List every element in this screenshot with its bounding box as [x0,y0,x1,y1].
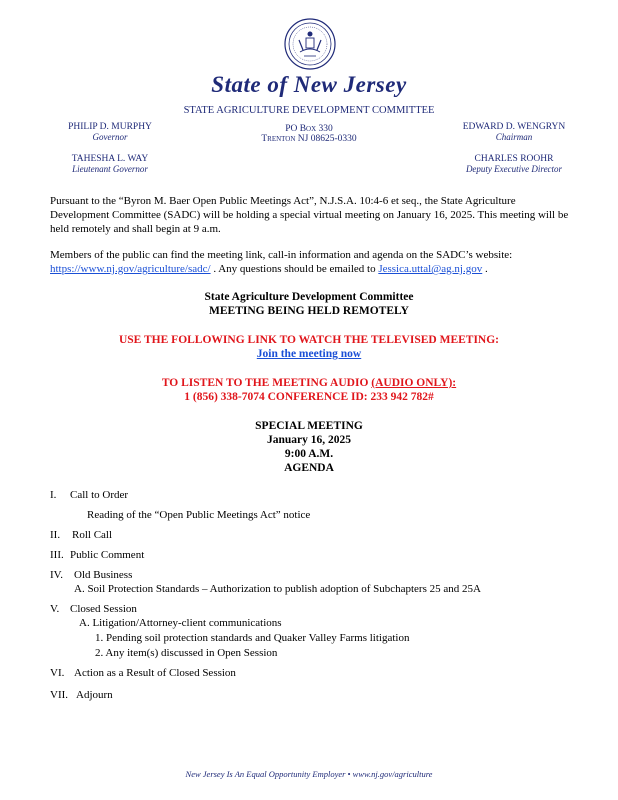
public-info-end: . [485,263,488,275]
agenda-item-i-sub: Reading of the “Open Public Meetings Act” notice [87,509,311,521]
join-link-wrap [0,347,618,361]
governor-role: Governor [92,132,128,142]
agenda-item-iv [50,568,132,582]
agenda-item-v [50,602,137,616]
agenda-num: V. [50,603,60,615]
governor-block [50,122,170,142]
agenda-item-v-sub-a: A. Litigation/Attorney-client communications [79,617,282,629]
committee-name: STATE AGRICULTURE DEVELOPMENT COMMITTEE [183,105,435,116]
chairman-role: Chairman [495,132,533,142]
agenda-label: Adjourn [76,689,113,701]
lt-governor-block [50,154,170,174]
deputy-block [446,154,582,174]
agenda-item-vi [50,666,236,680]
deputy-name: CHARLES ROOHR [474,154,554,164]
email-link[interactable]: Jessica.uttal@ag.nj.gov [378,263,483,275]
agenda-num: II. [50,529,61,541]
address-line1: PO Box 330 [285,124,333,134]
agenda-label: Old Business [74,569,133,581]
phone-line: 1 (856) 338-7074 CONFERENCE ID: 233 942 782# [184,391,434,403]
agenda-item-iii [50,548,144,562]
agenda-title: AGENDA [284,462,334,474]
state-title: State of New Jersey [211,72,407,97]
website-link[interactable]: https://www.nj.gov/agriculture/sadc/ [50,263,211,275]
lt-governor-role: Lieutenant Governor [72,164,148,174]
lt-governor-name: TAHESHA L. WAY [71,154,149,164]
agenda-num: VII. [50,689,69,701]
footer: New Jersey Is An Equal Opportunity Employer • www.nj.gov/agriculture [185,769,433,779]
meeting-committee-line: State Agriculture Development Committee [204,291,414,303]
agenda-item-vii [50,688,113,702]
agenda-num: IV. [50,569,63,581]
agenda-label: Closed Session [70,603,137,615]
agenda-num: VI. [50,667,65,679]
chairman-block [446,122,582,142]
public-info-mid: . Any questions should be emailed to [213,263,376,275]
state-seal [284,18,336,70]
deputy-role: Deputy Executive Director [465,164,563,174]
meeting-date: January 16, 2025 [266,434,352,446]
listen-heading-audio-only: (AUDIO ONLY): [371,377,457,389]
notice-paragraph: Pursuant to the “Byron M. Baer Open Public Meetings Act”, N.J.S.A. 10:4-6 et seq., the State Agriculture Development Committee (SADC) will be holding a special virtual meeting on January 16, 2025. This meeting will be held remotely and shall begin at 9 a.m. [50,195,569,235]
agenda-label: Call to Order [70,489,129,501]
meeting-time: 9:00 A.M. [284,448,334,460]
listen-heading-lead: TO LISTEN TO THE MEETING AUDIO [161,377,369,389]
agenda-item-iv-sub: A. Soil Protection Standards – Authorization to publish adoption of Subchapters 25 and 25A [74,583,481,595]
public-info-paragraph [50,248,570,276]
agenda-item-v-sub-2: 2. Any item(s) discussed in Open Session [95,647,278,659]
meeting-remote-line: MEETING BEING HELD REMOTELY [209,305,409,317]
agenda-num: III. [50,549,64,561]
agenda-item-i [50,488,128,502]
join-meeting-link[interactable]: Join the meeting now [256,348,362,360]
address-block [230,124,388,144]
governor-name: PHILIP D. MURPHY [68,122,152,132]
agenda-label: Action as a Result of Closed Session [74,667,236,679]
address-line2: Trenton NJ 08625-0330 [261,134,357,144]
listen-heading [0,376,618,390]
public-info-lead: Members of the public can find the meeting link, call-in information and agenda on the SADC’s website: [50,249,513,261]
agenda-label: Roll Call [72,529,113,541]
agenda-item-v-sub-1: 1. Pending soil protection standards and Quaker Valley Farms litigation [95,632,410,644]
watch-heading: USE THE FOLLOWING LINK TO WATCH THE TELEVISED MEETING: [118,334,500,346]
special-meeting: SPECIAL MEETING [255,420,363,432]
agenda-item-ii [50,528,112,542]
agenda-label: Public Comment [70,549,145,561]
agenda-num: I. [50,489,57,501]
chairman-name: EDWARD D. WENGRYN [462,122,566,132]
